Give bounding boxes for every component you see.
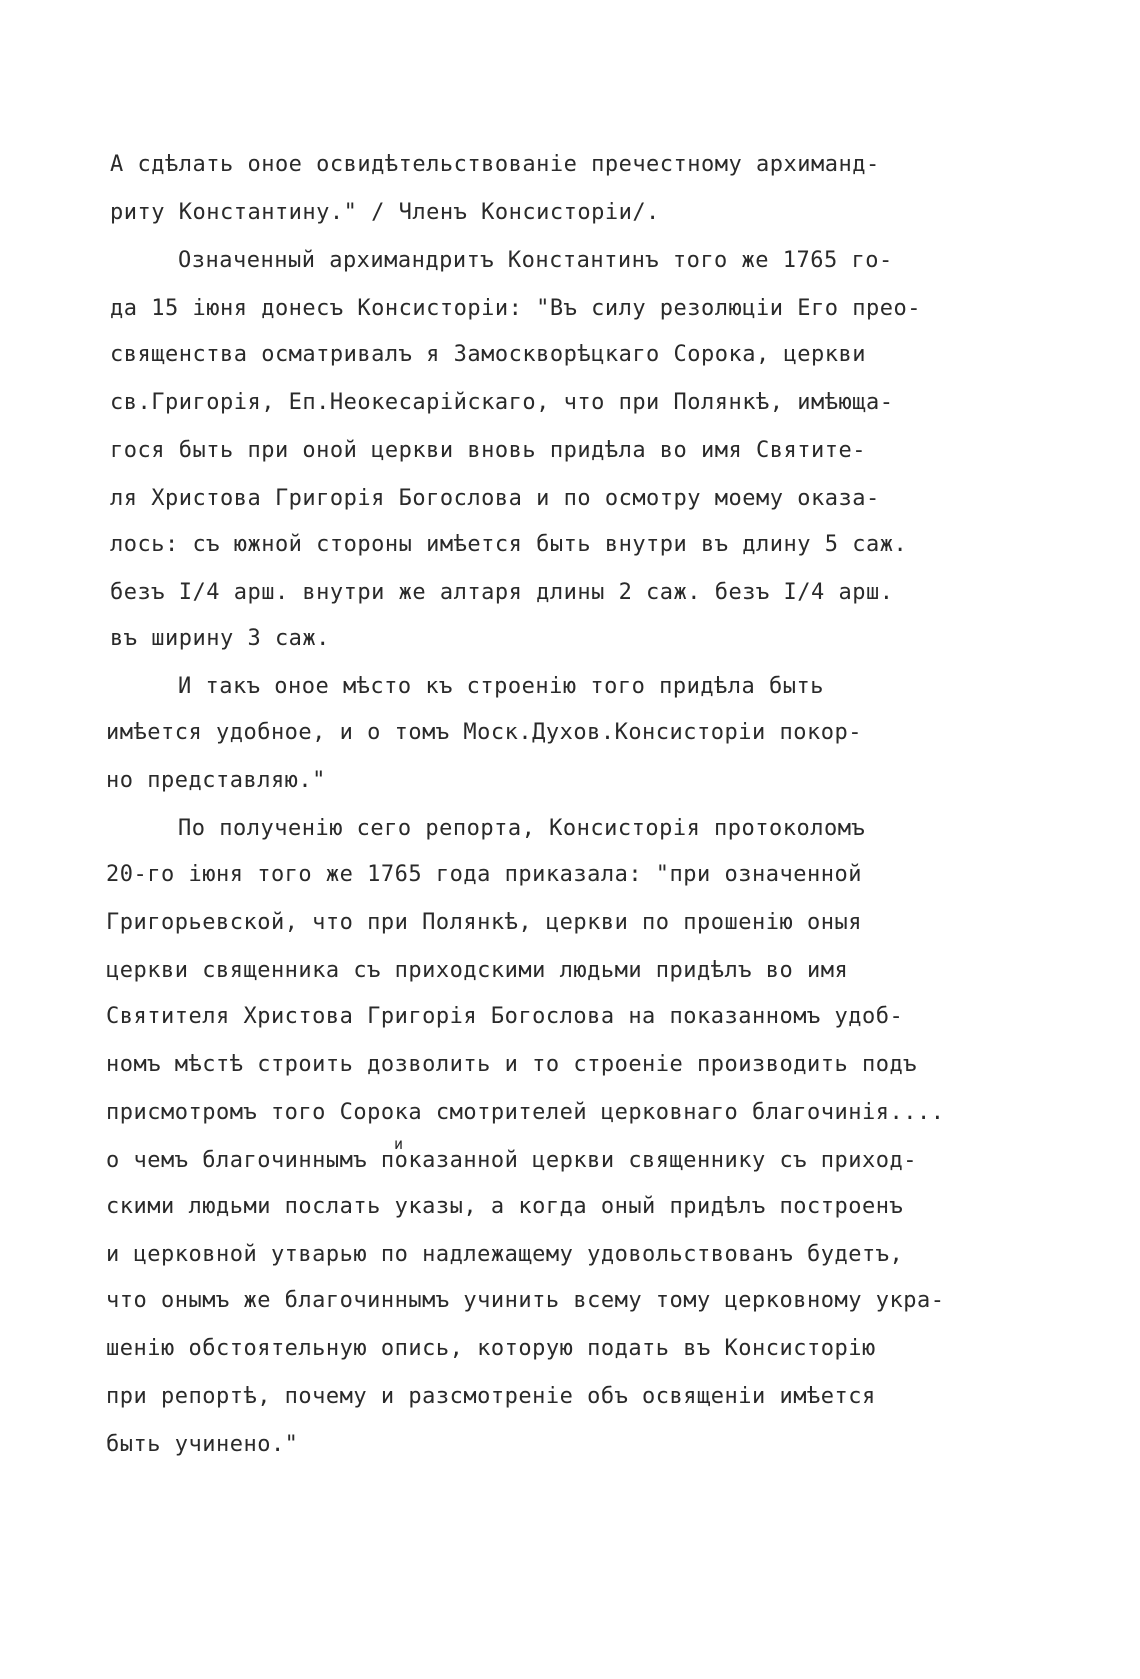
- text-line: По полученію сего репорта, Консисторія протоколомъ: [178, 816, 866, 841]
- text-line: безъ І/4 арш. внутри же алтаря длины 2 саж. безъ І/4 арш.: [110, 580, 894, 605]
- text-line: номъ мѣстѣ строить дозволить и то строеніе производить подъ: [106, 1052, 917, 1077]
- text-line: но представляю.": [106, 768, 326, 793]
- text-line: А сдѣлать оное освидѣтельствованіе пречестному архиманд-: [110, 152, 880, 177]
- text-line: скими людьми послать указы, а когда оный придѣлъ построенъ: [106, 1194, 904, 1219]
- text-line: Григорьевской, что при Полянкѣ, церкви по прошенію оныя: [106, 910, 862, 935]
- text-line: о чемъ благочиннымъ показанной церкви священнику съ приход-: [106, 1148, 917, 1173]
- text-line: Означенный архимандритъ Константинъ того же 1765 го-: [178, 248, 893, 273]
- text-line: присмотромъ того Сорока смотрителей церковнаго благочинія....: [106, 1100, 945, 1125]
- text-line: Святителя Христова Григорія Богослова на показанномъ удоб-: [106, 1004, 904, 1029]
- text-line: при репортѣ, почему и разсмотреніе объ освященіи имѣется: [106, 1384, 876, 1409]
- text-line: быть учинено.": [106, 1432, 299, 1457]
- text-line: церкви священника съ приходскими людьми придѣлъ во имя: [106, 958, 849, 983]
- text-line: шенію обстоятельную опись, которую подать въ Консисторію: [106, 1336, 876, 1361]
- text-line: св.Григорія, Еп.Неокесарійскаго, что при Полянкѣ, имѣюща-: [110, 390, 894, 415]
- text-line: риту Константину." / Членъ Консисторіи/.: [110, 200, 660, 225]
- handwritten-insert: и: [394, 1135, 404, 1153]
- text-line: лось: съ южной стороны имѣется быть внутри въ длину 5 саж.: [110, 532, 908, 557]
- text-line: и церковной утварью по надлежащему удовольствованъ будетъ,: [106, 1242, 904, 1267]
- text-line: 20-го іюня того же 1765 года приказала: "при означенной: [106, 862, 862, 887]
- text-line: гося быть при оной церкви вновь придѣла во имя Святите-: [110, 438, 866, 463]
- text-line: да 15 іюня донесъ Консисторіи: "Въ силу резолюціи Его прео-: [110, 296, 921, 321]
- text-line: въ ширину 3 саж.: [110, 626, 330, 651]
- text-line: И такъ оное мѣсто къ строенію того придѣла быть: [178, 674, 825, 699]
- text-line: что онымъ же благочиннымъ учинить всему тому церковному укра-: [106, 1288, 945, 1313]
- text-line: ля Христова Григорія Богослова и по осмотру моему оказа-: [110, 486, 880, 511]
- text-line: священства осматривалъ я Замоскворѣцкаго Сорока, церкви: [110, 342, 866, 367]
- text-line: имѣется удобное, и о томъ Моск.Духов.Консисторіи покор-: [106, 720, 862, 745]
